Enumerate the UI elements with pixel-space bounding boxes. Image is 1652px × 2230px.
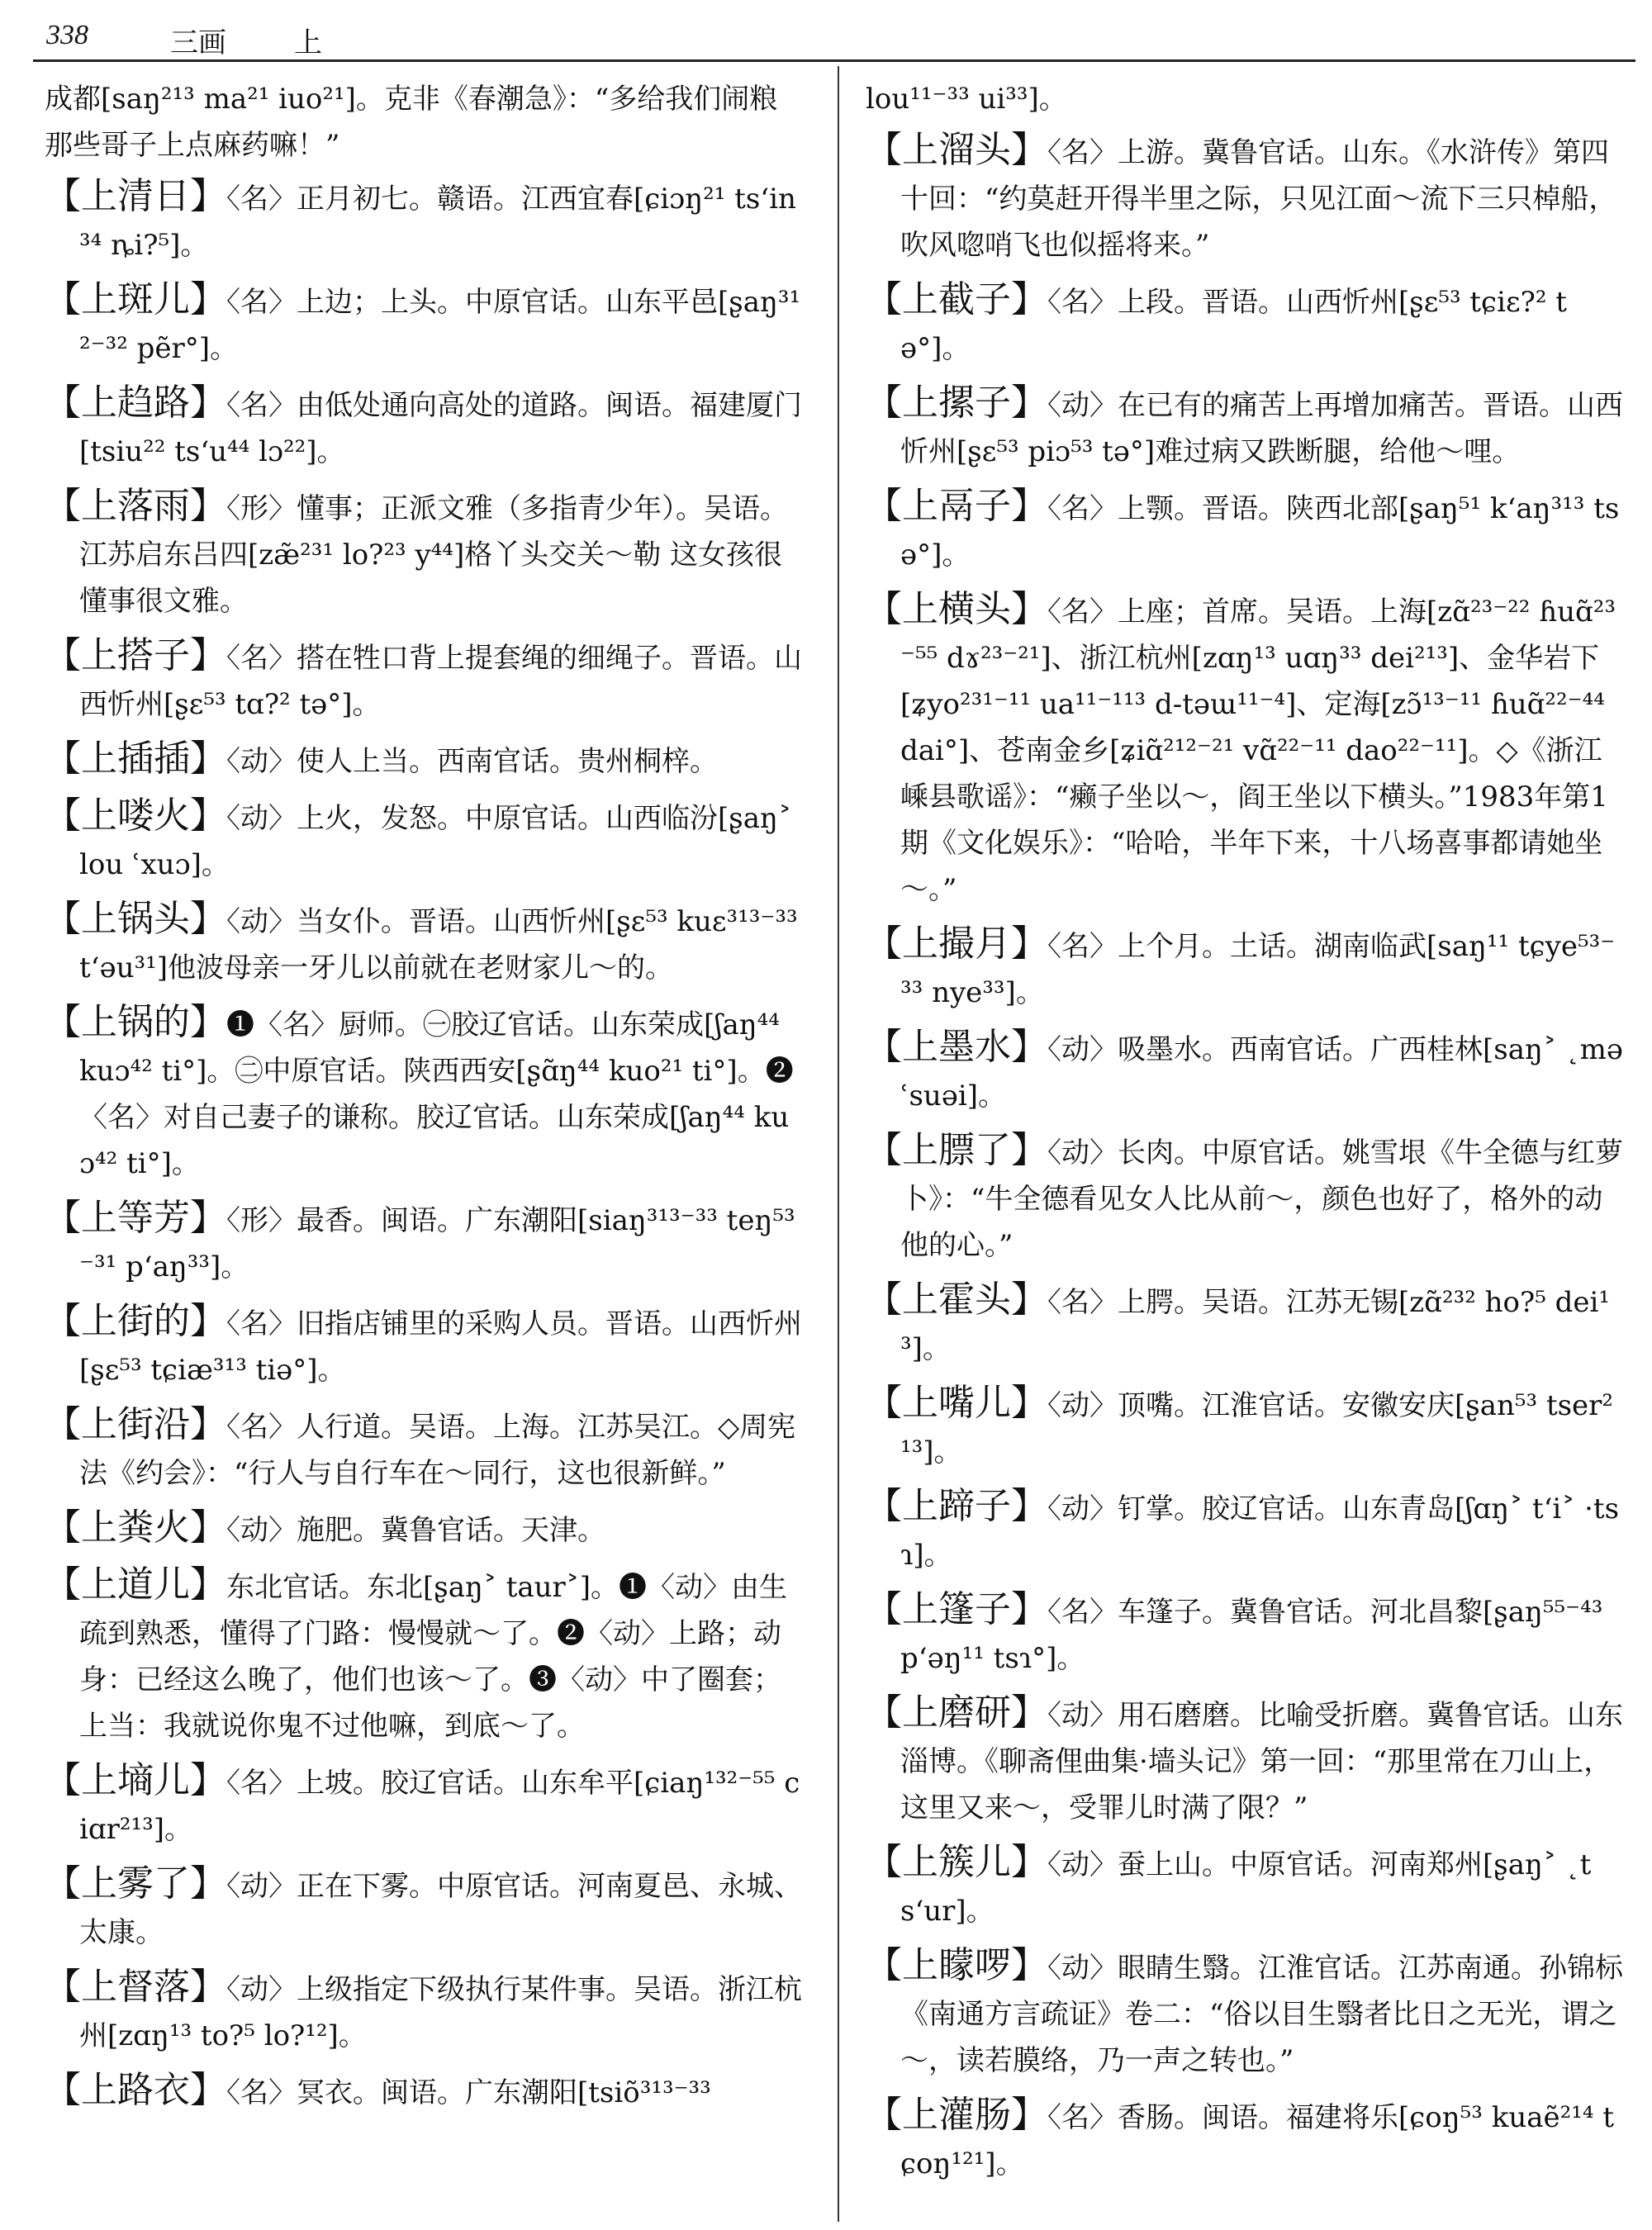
entry-headword: 【上霍头】: [866, 1279, 1047, 1321]
dictionary-entry: [45, 633, 803, 728]
entry-definition: 〈名〉上坡。胶辽官话。山东牟平[ɕiaŋ¹³²⁻⁵⁵ ciɑr²¹³]。: [79, 1767, 800, 1846]
dictionary-entry: [866, 1277, 1624, 1372]
entry-definition: 〈动〉蚕上山。中原官话。河南郑州[ʂaŋ˃ ˛ts‘ur]。: [900, 1848, 1592, 1928]
dictionary-entry: [45, 483, 803, 624]
entry-headword: 【上道儿】: [45, 1563, 226, 1606]
dictionary-entry: [866, 1943, 1624, 2084]
dictionary-entry: [866, 1587, 1624, 1682]
entry-definition: 〈名〉车篷子。冀鲁官话。河北昌黎[ʂaŋ⁵⁵⁻⁴³ p‘əŋ¹¹ tsɿ°]。: [900, 1596, 1603, 1675]
entry-definition: 〈名〉冥衣。闽语。广东潮阳[tsiõ³¹³⁻³³: [226, 2076, 711, 2109]
dictionary-entry: [45, 380, 803, 475]
entry-headword: 【上灌肠】: [866, 2094, 1047, 2136]
entry-headword: 【上篷子】: [866, 1588, 1047, 1630]
entry-headword: 【上截子】: [866, 278, 1047, 320]
entry-definition: 〈名〉上颚。晋语。陕西北部[ʂaŋ⁵¹ k‘aŋ³¹³ tsə°]。: [900, 492, 1620, 572]
dictionary-entry: [866, 127, 1624, 268]
column-divider: [838, 66, 839, 2222]
entry-definition: 〈名〉搭在牲口背上提套绳的细绳子。晋语。山西忻州[ʂɛ⁵³ tɑ?² tə°]。: [79, 642, 802, 721]
page-header: [46, 15, 1632, 61]
entry-definition: 〈动〉使人上当。西南官话。贵州桐梓。: [226, 745, 718, 778]
entry-definition: 〈动〉上级指定下级执行某件事。吴语。浙江杭州[zɑŋ¹³ to?⁵ lo?¹²]。: [79, 1973, 802, 2052]
entry-definition: 〈名〉上段。晋语。山西忻州[ʂɛ⁵³ tɕiɛ?² tə°]。: [900, 286, 1567, 365]
right-column: [866, 76, 1624, 2195]
section-label: 三画: [170, 26, 226, 59]
entry-definition: 〈名〉由低处通向高处的道路。闽语。福建厦门[tsiu²² ts‘u⁴⁴ lɔ²²]。: [79, 389, 802, 468]
entry-definition: 〈动〉上火，发怒。中原官话。山西临汾[ʂaŋ˃ lou ʿxuɔ]。: [79, 802, 792, 881]
entry-definition: 〈形〉最香。闽语。广东潮阳[siaŋ³¹³⁻³³ teŋ⁵³⁻³¹ p‘aŋ³³]。: [79, 1204, 795, 1283]
entry-definition: 〈动〉用石磨磨。比喻受折磨。冀鲁官话。山东淄博。《聊斋俚曲集·墙头记》第一回：“那里常在刀山上，这里又来～，受罪儿时满了限？”: [900, 1699, 1623, 1824]
entry-headword: 【上墨水】: [866, 1026, 1047, 1068]
dictionary-entry: [45, 1861, 803, 1956]
entry-headword: 【上矇啰】: [866, 1944, 1047, 1986]
dictionary-entry: [866, 2092, 1624, 2187]
dictionary-entry: [45, 896, 803, 991]
entry-headword: 【上街的】: [45, 1300, 226, 1342]
entry-headword: 【上蹄子】: [866, 1485, 1047, 1527]
dictionary-entry: [45, 173, 803, 268]
entry-definition: 〈动〉吸墨水。西南官话。广西桂林[saŋ˃ ˛mə ʿsuəi]。: [900, 1033, 1624, 1113]
dictionary-entry: [45, 1402, 803, 1497]
entry-headword: 【上督落】: [45, 1966, 226, 2008]
dictionary-entry: [45, 793, 803, 888]
entry-definition: 〈名〉人行道。吴语。上海。江苏吴江。◇周宪法《约会》：“行人与自行车在～同行，这也很新鲜。”: [79, 1411, 796, 1490]
entry-headword: 【上街沿】: [45, 1403, 226, 1445]
entry-headword: 【上锅的】: [45, 1001, 226, 1043]
entry-headword: 【上斑儿】: [45, 278, 226, 320]
entry-definition: 〈名〉上个月。土话。湖南临武[saŋ¹¹ tɕye⁵³⁻³³ nye³³]。: [900, 930, 1616, 1009]
dictionary-entry: [866, 1127, 1624, 1269]
dictionary-entry: [866, 921, 1624, 1016]
entry-headword: 【上撮月】: [866, 923, 1047, 965]
entry-headword: 【上等芳】: [45, 1197, 226, 1239]
entry-definition: 〈名〉正月初七。赣语。江西宜春[ɕiɔŋ²¹ ts‘in³⁴ ȵi?⁵]。: [79, 183, 796, 262]
entry-headword: 【上搭子】: [45, 634, 226, 676]
entry-definition: 〈动〉施肥。冀鲁官话。天津。: [226, 1514, 605, 1547]
dictionary-entry: [866, 1839, 1624, 1934]
entry-definition: 〈名〉上座；首席。吴语。上海[zɑ̃²³⁻²² ɦuɑ̃²³⁻⁵⁵ dɤ²³⁻²¹]、浙江杭州[zɑŋ¹³ uɑŋ³³ dei²¹³]、金华岩下[ʑyo²³¹⁻¹¹ ua¹¹⁻¹¹³ d-təɯ¹¹⁻⁴]、定海[zɔ̃¹³⁻¹¹ ɦuɑ̃²²⁻⁴⁴ dai°]、苍南金乡[ʑiɑ̃²¹²⁻²¹ vɑ̃²²⁻¹¹ dao²²⁻¹¹]。◇《浙江嵊县歌谣》：“癞子坐以～，阎王坐以下横头。”1983年第1期《文化娱乐》：“哈哈，半年下来，十八场喜事都请她坐～。”: [900, 595, 1616, 906]
entry-headword: 【上鬲子】: [866, 485, 1047, 527]
entry-headword: 【上路衣】: [45, 2069, 226, 2111]
entry-headword: 【上簇儿】: [866, 1841, 1047, 1883]
dictionary-entry: [45, 1195, 803, 1290]
entry-definition: 〈动〉当女仆。晋语。山西忻州[ʂɛ⁵³ kuɛ³¹³⁻³³ t‘əu³¹]他波母亲一牙儿以前就在老财家儿～的。: [79, 905, 798, 985]
entry-headword: 【上溜头】: [866, 129, 1047, 171]
entry-headword: 【上粪火】: [45, 1506, 226, 1549]
dictionary-entry: [866, 1690, 1624, 1831]
dictionary-entry: [45, 1964, 803, 2059]
entry-headword: 【上喽火】: [45, 795, 226, 837]
entry-definition: 东北官话。东北[ʂaŋ˃ taur˃]。❶〈动〉由生疏到熟悉，懂得了门路：慢慢就～了。❷〈动〉上路；动身：已经这么晚了，他们也该～了。❸〈动〉中了圈套；上当：我就说你鬼不过他嘛，到底～了。: [79, 1571, 788, 1743]
entry-headword: 【上摞子】: [866, 382, 1047, 424]
entry-headword: 【上趋路】: [45, 382, 226, 424]
entry-headword: 【上嘴儿】: [866, 1382, 1047, 1424]
page-number: 338: [46, 20, 88, 50]
entry-definition: ❶〈名〉厨师。㊀胶辽官话。山东荣成[ʃaŋ⁴⁴ kuɔ⁴² ti°]。㊁中原官话。陕西西安[ʂɑ̃ŋ⁴⁴ kuo²¹ ti°]。❷〈名〉对自己妻子的谦称。胶辽官话。山东荣成[ʃaŋ⁴⁴ kuɔ⁴² ti°]。: [79, 1008, 794, 1180]
entry-definition: 〈名〉上腭。吴语。江苏无锡[zɑ̃²³² ho?⁵ dei¹³]。: [900, 1286, 1611, 1365]
dictionary-entry: [866, 277, 1624, 372]
entry-definition: 〈动〉眼睛生翳。江淮官话。江苏南通。孙锦标《南通方言疏证》卷二：“俗以目生翳者比日之无光，谓之～，读若膜络，乃一声之转也。”: [900, 1952, 1623, 2077]
dictionary-entry: [866, 483, 1624, 578]
index-character: 上: [294, 26, 322, 59]
dictionary-entry: [45, 1298, 803, 1393]
entry-headword: 【上落雨】: [45, 485, 226, 527]
dictionary-entry: [45, 277, 803, 372]
dictionary-entry: [866, 1380, 1624, 1475]
entry-headword: 【上墒儿】: [45, 1759, 226, 1801]
dictionary-entry: [45, 736, 803, 785]
entry-definition: 〈名〉香肠。闽语。福建将乐[ɕoŋ⁵³ kuaẽ²¹⁴ tɕoŋ¹²¹]。: [900, 2101, 1614, 2180]
entry-definition: 〈动〉在已有的痛苦上再增加痛苦。晋语。山西忻州[ʂɛ⁵³ piɔ⁵³ tə°]难过病又跌断腿，给他～哩。: [900, 389, 1623, 468]
entry-headword: 【上磨研】: [866, 1691, 1047, 1734]
entry-definition: 〈名〉上游。冀鲁官话。山东。《水浒传》第四十回：“约莫赶开得半里之际，只见江面～流下三只棹船，吹风唿哨飞也似摇将来。”: [900, 136, 1617, 262]
dictionary-entry: [866, 586, 1624, 913]
entry-headword: 【上膘了】: [866, 1129, 1047, 1171]
dictionary-entry: [45, 2067, 803, 2116]
entry-headword: 【上雾了】: [45, 1862, 226, 1905]
dictionary-entry: [45, 1505, 803, 1554]
dictionary-entry: [45, 1758, 803, 1853]
entry-headword: 【上插插】: [45, 738, 226, 780]
entry-headword: 【上清日】: [45, 175, 226, 217]
entry-headword: 【上锅头】: [45, 898, 226, 940]
entry-definition: 〈动〉长肉。中原官话。姚雪垠《牛全德与红萝卜》：“牛全德看见女人比从前～，颜色也好了，格外的动他的心。”: [900, 1136, 1623, 1262]
dictionary-entry: [866, 1483, 1624, 1578]
entry-headword: 【上横头】: [866, 588, 1047, 630]
continuation-text: 成都[saŋ²¹³ ma²¹ iuo²¹]。克非《春潮急》：“多给我们闹粮那些哥子上点麻药嘛！”: [45, 83, 778, 162]
left-column: [45, 76, 803, 2124]
entry-definition: 〈动〉顶嘴。江淮官话。安徽安庆[ʂan⁵³ tser²¹³]。: [900, 1389, 1614, 1468]
entry-definition: 〈动〉钉掌。胶辽官话。山东青岛[ʃɑŋ˃ t‘i˃ ·tsɿ]。: [900, 1492, 1620, 1572]
dictionary-entry: [45, 999, 803, 1187]
dictionary-entry: [866, 380, 1624, 475]
dictionary-entry: [866, 1024, 1624, 1119]
dictionary-entry: [45, 1562, 803, 1749]
entry-definition: 〈动〉正在下雾。中原官话。河南夏邑、永城、太康。: [79, 1870, 802, 1949]
entry-definition: 〈形〉懂事；正派文雅（多指青少年）。吴语。江苏启东吕四[zæ̃²³¹ lo?²³ y⁴⁴]格丫头交关～勒 这女孩很懂事很文雅。: [79, 492, 788, 618]
entry-definition: 〈名〉上边；上头。中原官话。山东平邑[ʂaŋ³¹²⁻³² pẽr°]。: [79, 286, 801, 365]
entry-definition: 〈名〉旧指店铺里的采购人员。晋语。山西忻州[ʂɛ⁵³ tɕiæ³¹³ tiə°]。: [79, 1307, 802, 1387]
header-rule: [33, 59, 1635, 62]
continuation-text: lou¹¹⁻³³ ui³³]。: [866, 83, 1067, 116]
